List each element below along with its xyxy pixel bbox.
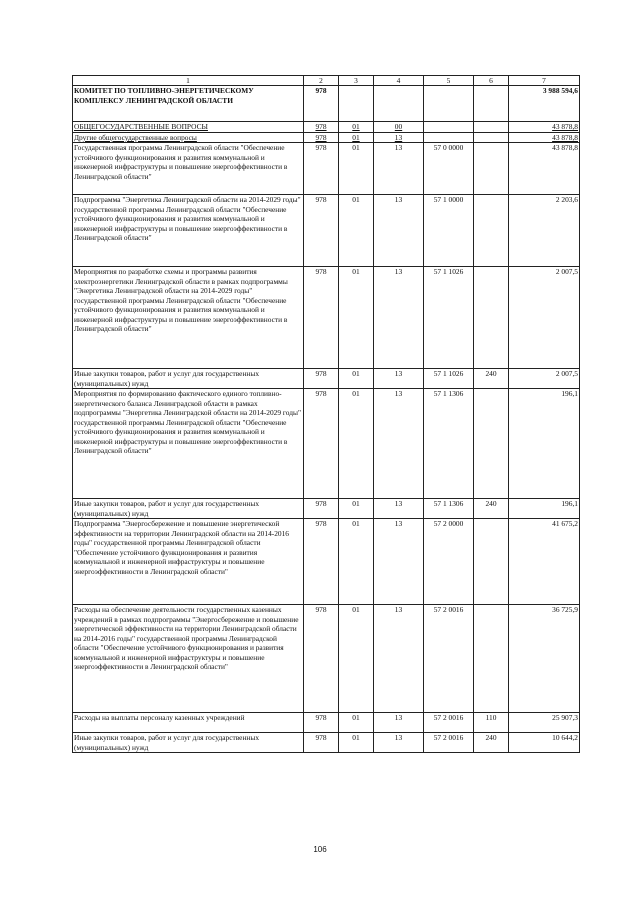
row-name-cell: Подпрограмма "Энергетика Ленинградской области на 2014-2029 годы" государственной программы Ленинградской области "Обеспечение устойчивого функционирования и развития коммунальной и инженерной инфраструктуры и повышение энергоэффективности в Ленинградской области" xyxy=(73,195,304,267)
row-sum-cell: 196,1 xyxy=(509,499,580,519)
row-csr-cell xyxy=(424,122,474,132)
row-vr-cell xyxy=(474,519,509,605)
row-pr-cell: 13 xyxy=(374,143,424,195)
row-csr-cell: 57 1 1306 xyxy=(424,389,474,499)
row-pr-cell: 13 xyxy=(374,195,424,267)
row-pr-cell: 13 xyxy=(374,389,424,499)
row-vr-cell xyxy=(474,86,509,122)
row-sum-cell: 2 203,6 xyxy=(509,195,580,267)
row-sum-cell: 25 907,3 xyxy=(509,713,580,733)
column-header: 5 xyxy=(424,76,474,86)
row-ved-cell: 978 xyxy=(304,267,339,369)
row-vr-cell xyxy=(474,143,509,195)
row-sum-cell: 2 007,5 xyxy=(509,267,580,369)
row-ved-cell: 978 xyxy=(304,132,339,142)
row-csr-cell xyxy=(424,132,474,142)
row-ved-cell: 978 xyxy=(304,369,339,389)
row-vr-cell: 240 xyxy=(474,733,509,753)
budget-table xyxy=(72,75,580,753)
column-header: 4 xyxy=(374,76,424,86)
row-sum-cell: 36 725,9 xyxy=(509,605,580,713)
page-number: 106 xyxy=(313,845,327,854)
table-row xyxy=(73,713,580,733)
row-pr-cell: 13 xyxy=(374,499,424,519)
row-name-cell: Иные закупки товаров, работ и услуг для государственных (муниципальных) нужд xyxy=(73,499,304,519)
row-vr-cell xyxy=(474,132,509,142)
table-row xyxy=(73,499,580,519)
row-rz-cell: 01 xyxy=(339,132,374,142)
row-rz-cell: 01 xyxy=(339,733,374,753)
row-csr-cell: 57 2 0016 xyxy=(424,605,474,713)
row-pr-cell: 13 xyxy=(374,733,424,753)
row-rz-cell: 01 xyxy=(339,369,374,389)
row-ved-cell: 978 xyxy=(304,86,339,122)
row-pr-cell: 13 xyxy=(374,713,424,733)
row-pr-cell: 13 xyxy=(374,267,424,369)
table-row xyxy=(73,122,580,132)
row-sum-cell: 196,1 xyxy=(509,389,580,499)
row-vr-cell xyxy=(474,195,509,267)
row-pr-cell: 13 xyxy=(374,132,424,142)
row-rz-cell: 01 xyxy=(339,713,374,733)
table-row xyxy=(73,605,580,713)
row-name-cell: Расходы на обеспечение деятельности государственных казенных учреждений в рамках подпрограммы "Энергосбережение и повышение энергетической эффективности на территории Ленинградской области на 2014-2016 годы" государственной программы Ленинградской области "Обеспечение устойчивого функционирования и развития коммунальной и инженерной инфраструктуры и повышение энергоэффективности в Ленинградской области" xyxy=(73,605,304,713)
row-pr-cell: 13 xyxy=(374,519,424,605)
row-name-cell: Мероприятия по формированию фактического единого топливно-энергетического баланса Ленинградской области в рамках подпрограммы "Энергетика Ленинградской области на 2014-2029 годы" государственной программы Ленинградской области "Обеспечение устойчивого функционирования и развития коммунальной и инженерной инфраструктуры и повышение энергоэффективности в Ленинградской области" xyxy=(73,389,304,499)
row-rz-cell: 01 xyxy=(339,267,374,369)
row-ved-cell: 978 xyxy=(304,143,339,195)
row-name-cell: Государственная программа Ленинградской области "Обеспечение устойчивого функционирования и развития коммунальной и инженерной инфраструктуры и повышение энергоэффективности в Ленинградской области" xyxy=(73,143,304,195)
table-row xyxy=(73,733,580,753)
row-csr-cell: 57 0 0000 xyxy=(424,143,474,195)
column-header: 2 xyxy=(304,76,339,86)
table-row xyxy=(73,143,580,195)
row-vr-cell xyxy=(474,389,509,499)
row-vr-cell: 110 xyxy=(474,713,509,733)
row-vr-cell: 240 xyxy=(474,499,509,519)
table-row xyxy=(73,86,580,122)
row-csr-cell xyxy=(424,86,474,122)
row-rz-cell: 01 xyxy=(339,499,374,519)
table-row xyxy=(73,519,580,605)
column-header: 3 xyxy=(339,76,374,86)
header-row xyxy=(73,76,580,86)
row-sum-cell: 43 878,8 xyxy=(509,132,580,142)
row-rz-cell: 01 xyxy=(339,389,374,499)
row-name-cell: Иные закупки товаров, работ и услуг для государственных (муниципальных) нужд xyxy=(73,369,304,389)
row-name-cell: КОМИТЕТ ПО ТОПЛИВНО-ЭНЕРГЕТИЧЕСКОМУ КОМПЛЕКСУ ЛЕНИНГРАДСКОЙ ОБЛАСТИ xyxy=(73,86,304,122)
row-pr-cell: 13 xyxy=(374,369,424,389)
row-csr-cell: 57 2 0016 xyxy=(424,733,474,753)
table-row xyxy=(73,267,580,369)
row-ved-cell: 978 xyxy=(304,195,339,267)
row-rz-cell: 01 xyxy=(339,195,374,267)
row-ved-cell: 978 xyxy=(304,713,339,733)
row-name-cell: Подпрограмма "Энергосбережение и повышение энергетической эффективности на территории Ленинградской области на 2014-2016 годы" государственной программы Ленинградской области "Обеспечение устойчивого функционирования и развития коммунальной и инженерной инфраструктуры и повышение энергоэффективности в Ленинградской области" xyxy=(73,519,304,605)
row-rz-cell: 01 xyxy=(339,143,374,195)
row-pr-cell: 00 xyxy=(374,122,424,132)
row-csr-cell: 57 1 1026 xyxy=(424,267,474,369)
row-name-cell: Расходы на выплаты персоналу казенных учреждений xyxy=(73,713,304,733)
row-sum-cell: 43 878,8 xyxy=(509,122,580,132)
row-sum-cell: 3 988 594,6 xyxy=(509,86,580,122)
row-rz-cell: 01 xyxy=(339,519,374,605)
column-header: 1 xyxy=(73,76,304,86)
row-name-cell: Другие общегосударственные вопросы xyxy=(73,132,304,142)
row-vr-cell: 240 xyxy=(474,369,509,389)
row-csr-cell: 57 2 0000 xyxy=(424,519,474,605)
row-pr-cell: 13 xyxy=(374,605,424,713)
row-csr-cell: 57 1 0000 xyxy=(424,195,474,267)
row-ved-cell: 978 xyxy=(304,733,339,753)
row-sum-cell: 2 007,5 xyxy=(509,369,580,389)
row-ved-cell: 978 xyxy=(304,519,339,605)
row-ved-cell: 978 xyxy=(304,389,339,499)
row-csr-cell: 57 2 0016 xyxy=(424,713,474,733)
row-rz-cell xyxy=(339,86,374,122)
column-header: 7 xyxy=(509,76,580,86)
table-row xyxy=(73,389,580,499)
row-csr-cell: 57 1 1306 xyxy=(424,499,474,519)
row-vr-cell xyxy=(474,267,509,369)
row-sum-cell: 41 675,2 xyxy=(509,519,580,605)
row-rz-cell: 01 xyxy=(339,122,374,132)
row-ved-cell: 978 xyxy=(304,605,339,713)
row-sum-cell: 43 878,8 xyxy=(509,143,580,195)
row-sum-cell: 10 644,2 xyxy=(509,733,580,753)
row-pr-cell xyxy=(374,86,424,122)
row-vr-cell xyxy=(474,122,509,132)
row-name-cell: ОБЩЕГОСУДАРСТВЕННЫЕ ВОПРОСЫ xyxy=(73,122,304,132)
row-vr-cell xyxy=(474,605,509,713)
table-row xyxy=(73,195,580,267)
column-header: 6 xyxy=(474,76,509,86)
row-csr-cell: 57 1 1026 xyxy=(424,369,474,389)
table-row xyxy=(73,369,580,389)
table-row xyxy=(73,132,580,142)
row-name-cell: Иные закупки товаров, работ и услуг для государственных (муниципальных) нужд xyxy=(73,733,304,753)
row-ved-cell: 978 xyxy=(304,122,339,132)
row-ved-cell: 978 xyxy=(304,499,339,519)
row-name-cell: Мероприятия по разработке схемы и программы развития электроэнергетики Ленинградской области в рамках подпрограммы "Энергетика Ленинградской области на 2014-2029 годы" государственной программы Ленинградской области "Обеспечение устойчивого функционирования и развития коммунальной и инженерной инфраструктуры и повышение энергоэффективности в Ленинградской области" xyxy=(73,267,304,369)
row-rz-cell: 01 xyxy=(339,605,374,713)
